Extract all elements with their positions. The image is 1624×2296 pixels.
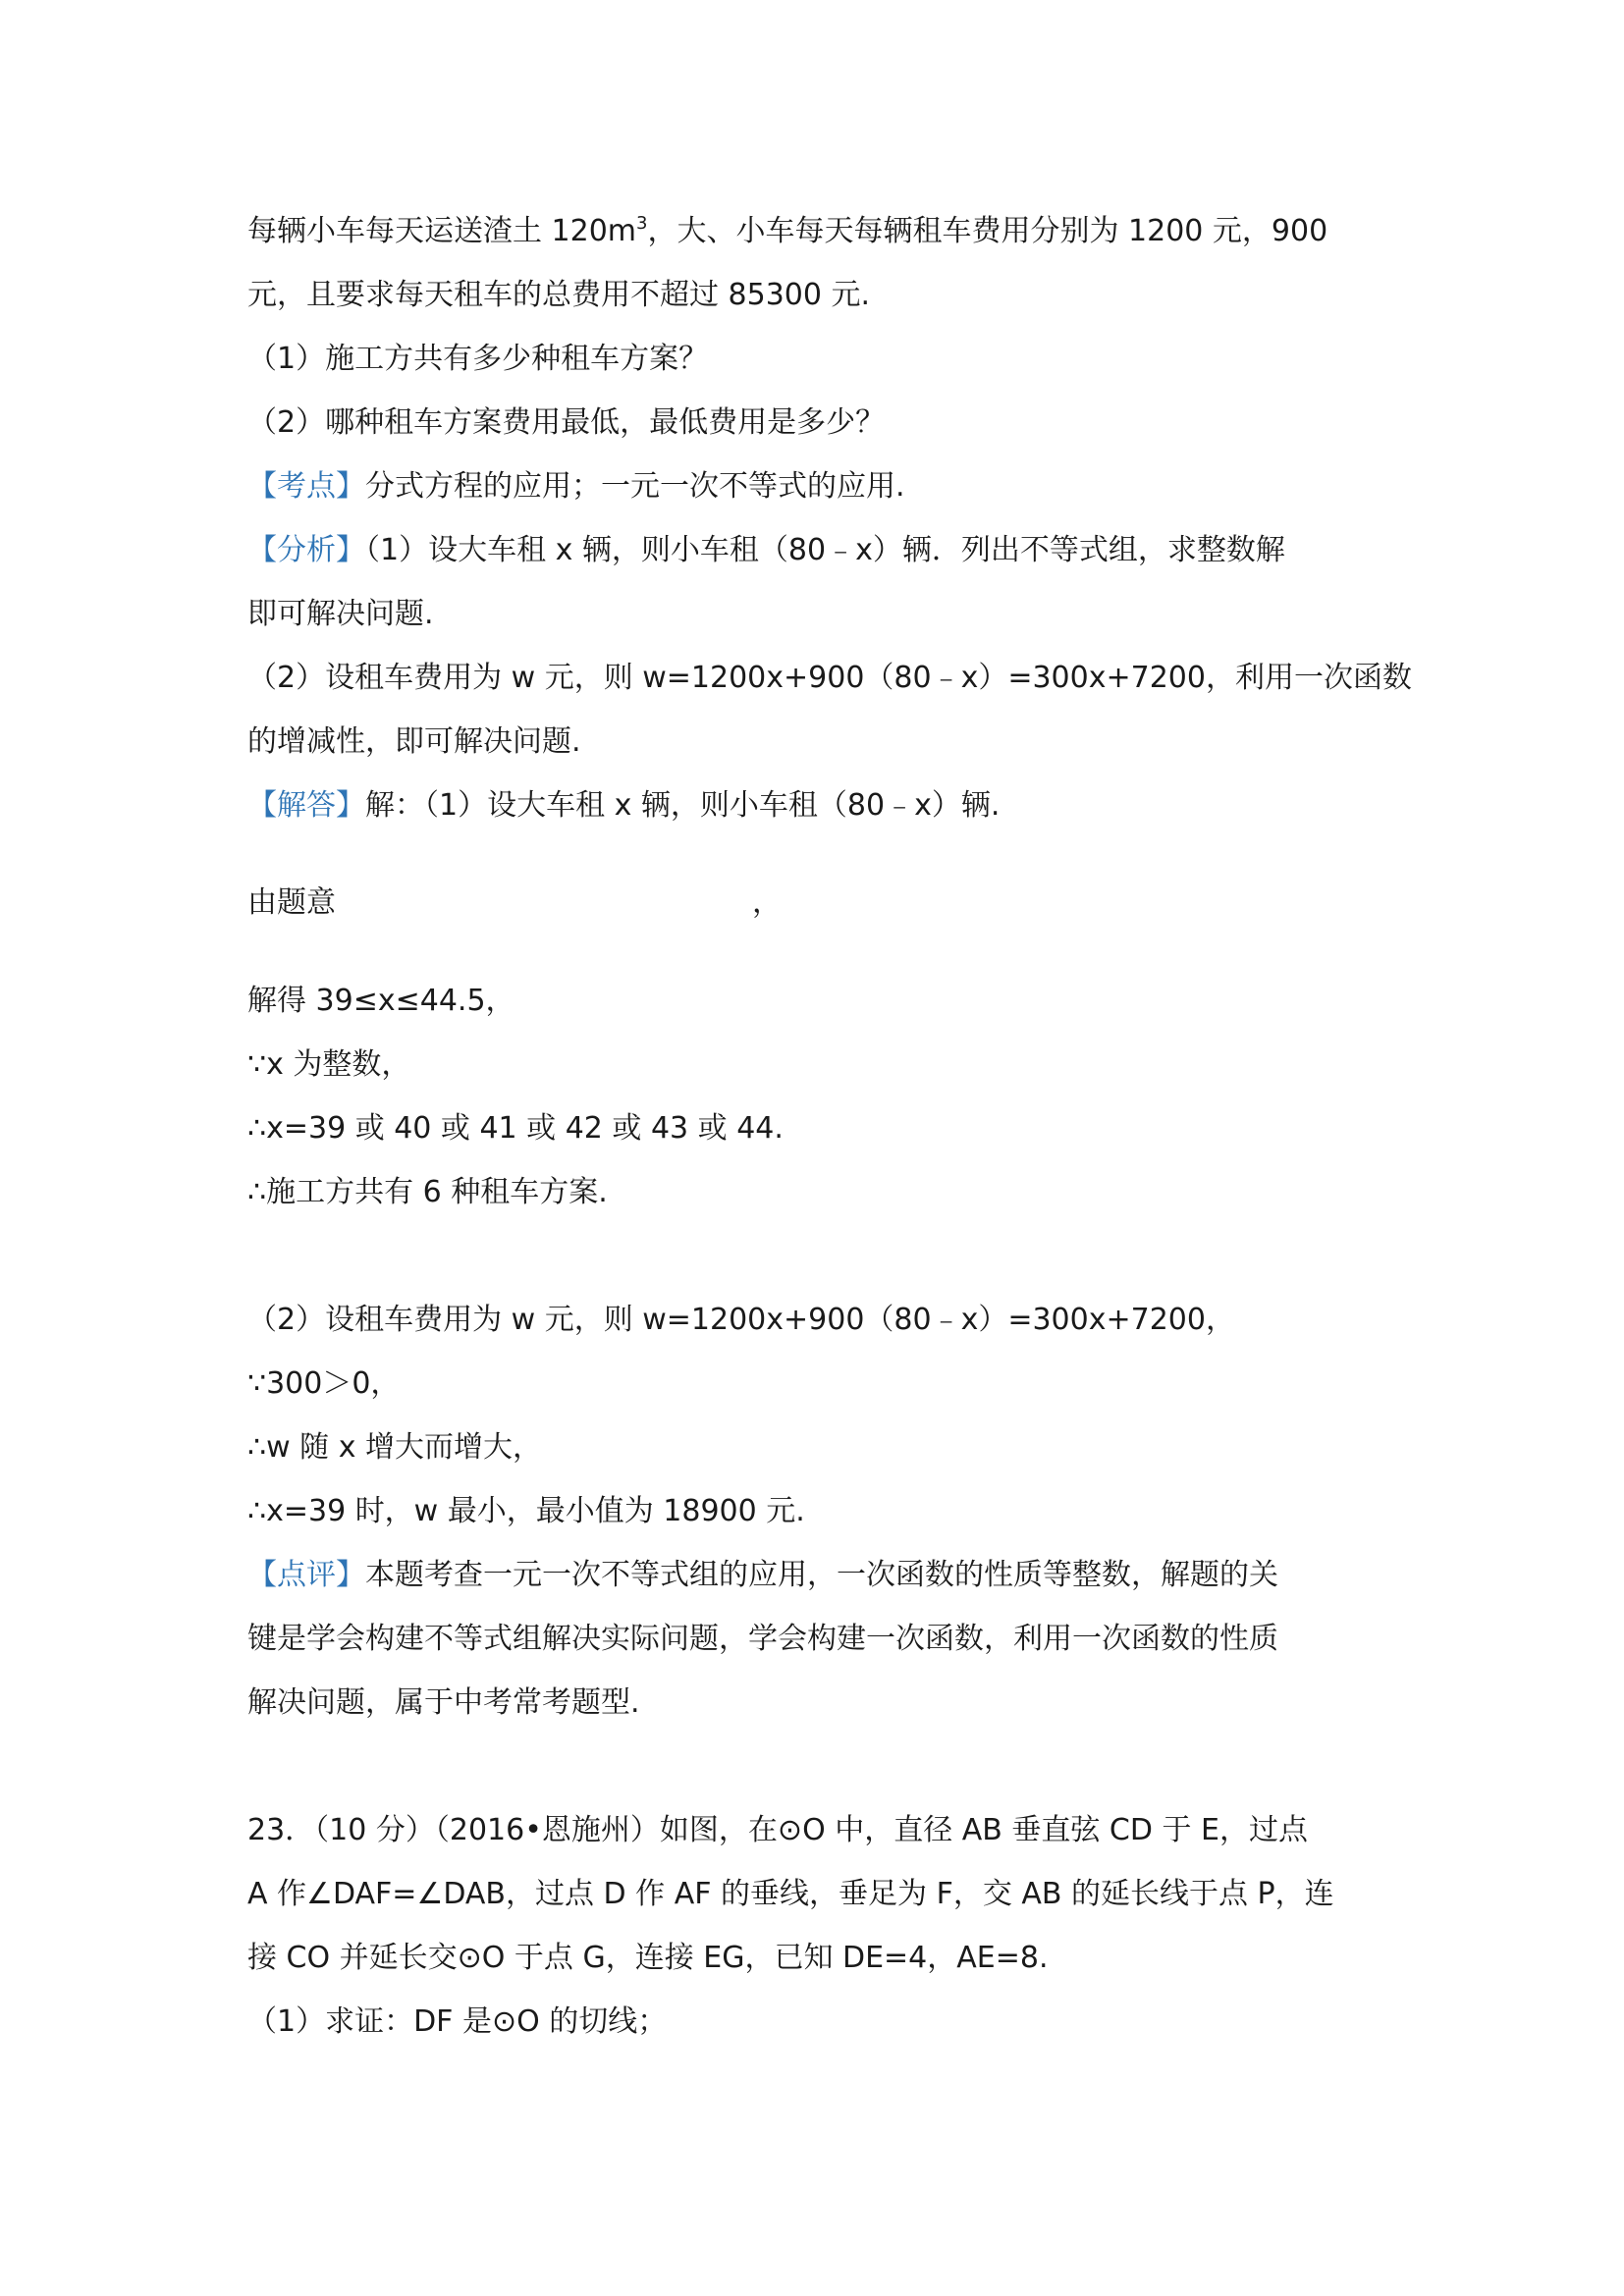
dianping-line-2: 键是学会构建不等式组解决实际问题，学会构建一次函数，利用一次函数的性质 bbox=[247, 1622, 1278, 1656]
kaodian-section bbox=[247, 467, 905, 507]
problem-22-line-1-pre: 每辆小车每天运送渣土 120m bbox=[247, 214, 637, 248]
jieda-tag: 【解答】 bbox=[247, 788, 365, 823]
jieda-part-2-line-1: （2）设租车费用为 w 元，则 w=1200x+900（80﹣x）=300x+7200， bbox=[247, 1303, 1235, 1337]
jieda-part-2-line-4: ∴x=39 时，w 最小，最小值为 18900 元. bbox=[247, 1494, 805, 1528]
problem-23-question-1: （1）求证：DF 是⊙O 的切线； bbox=[247, 2004, 668, 2039]
dianping-section-line-1 bbox=[247, 1556, 1278, 1595]
problem-22-line-1-post: ，大、小车每天每辆租车费用分别为 1200 元，900 bbox=[647, 214, 1328, 248]
problem-23-line-3: 接 CO 并延长交⊙O 于点 G，连接 EG，已知 DE=4，AE=8. bbox=[247, 1941, 1049, 1975]
dianping-line-1: 本题考查一元一次不等式组的应用，一次函数的性质等整数，解题的关 bbox=[365, 1558, 1278, 1592]
fenxi-tag: 【分析】 bbox=[247, 533, 365, 567]
fenxi-line-3: （2）设租车费用为 w 元，则 w=1200x+900（80﹣x）=300x+7200，利用一次函数 bbox=[247, 661, 1412, 695]
jieda-section-line-1 bbox=[247, 786, 1000, 826]
problem-23-line-2: A 作∠DAF=∠DAB，过点 D 作 AF 的垂线，垂足为 F，交 AB 的延长线于点 P，连 bbox=[247, 1877, 1334, 1911]
jieda-youtiyi: 由题意 bbox=[247, 885, 336, 920]
jieda-line-1: 解：（1）设大车租 x 辆，则小车租（80﹣x）辆. bbox=[365, 788, 1001, 823]
jieda-because-line: ∵x 为整数， bbox=[247, 1047, 411, 1082]
jieda-system-comma: ， bbox=[752, 885, 782, 920]
problem-22-question-2: （2）哪种租车方案费用最低，最低费用是多少？ bbox=[247, 405, 886, 440]
problem-23-line-1: 23．（10 分）（2016•恩施州）如图，在⊙O 中，直径 AB 垂直弦 CD 于 E，过点 bbox=[247, 1813, 1308, 1847]
fenxi-section-line-1 bbox=[247, 531, 1285, 570]
dianping-tag: 【点评】 bbox=[247, 1558, 365, 1592]
fenxi-line-2: 即可解决问题. bbox=[247, 597, 434, 631]
problem-22-question-1: （1）施工方共有多少种租车方案？ bbox=[247, 342, 709, 376]
kaodian-text: 分式方程的应用；一元一次不等式的应用. bbox=[365, 469, 905, 504]
jieda-part-2-line-2: ∵300＞0， bbox=[247, 1366, 401, 1401]
dianping-line-3: 解决问题，属于中考常考题型. bbox=[247, 1685, 640, 1720]
jieda-therefore-line-2: ∴施工方共有 6 种租车方案. bbox=[247, 1175, 608, 1209]
jieda-part-2-line-3: ∴w 随 x 增大而增大， bbox=[247, 1430, 542, 1465]
jieda-solve-line: 解得 39≤x≤44.5， bbox=[247, 984, 515, 1018]
problem-22-line-2: 元，且要求每天租车的总费用不超过 85300 元. bbox=[247, 278, 871, 312]
kaodian-tag: 【考点】 bbox=[247, 469, 365, 504]
jieda-therefore-line-1: ∴x=39 或 40 或 41 或 42 或 43 或 44. bbox=[247, 1111, 784, 1146]
fenxi-line-4: 的增减性，即可解决问题. bbox=[247, 724, 581, 759]
cubic-superscript: 3 bbox=[636, 213, 648, 234]
fenxi-line-1: （1）设大车租 x 辆，则小车租（80﹣x）辆．列出不等式组，求整数解 bbox=[365, 533, 1285, 567]
problem-22-line-1 bbox=[247, 212, 1327, 251]
